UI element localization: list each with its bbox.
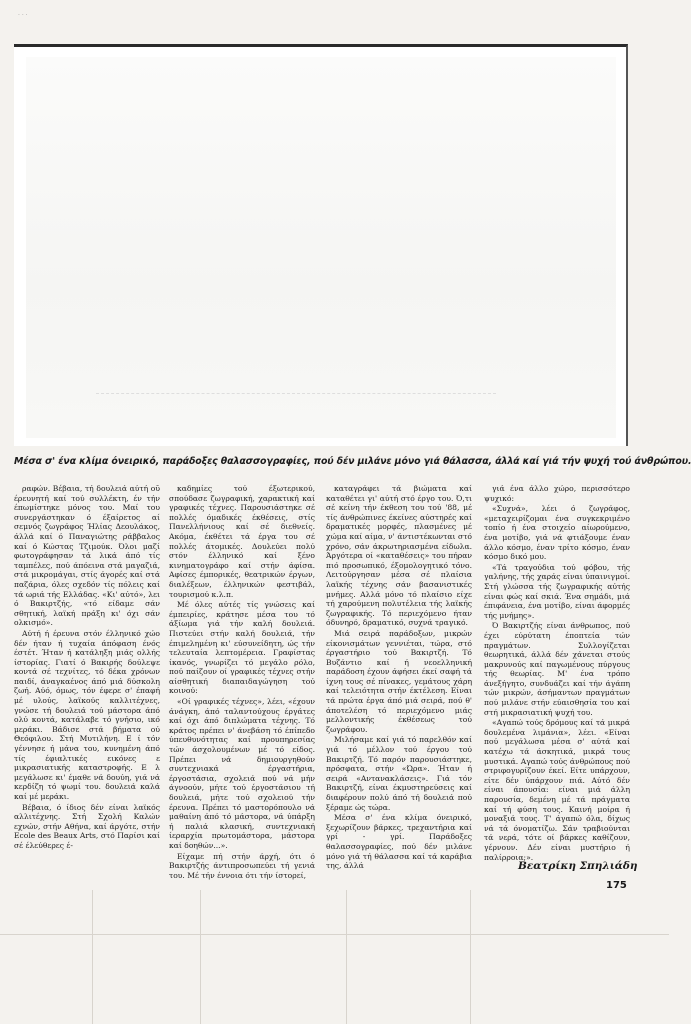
faint-horizon bbox=[96, 375, 496, 394]
paragraph: «Συχνά», λέει ό ζωγράφος, «μεταχειρίζομαι ένα συγκεκριμένο τοπίο ή ένα στοιχείο αίωρούμενο, ένα μοτίβο, γιά νά φτιάξουμε έναν άλλο κόσμο, έναν τρίτο κόσμο, έναν κόσμο δικό μου. bbox=[484, 504, 630, 562]
paper-fold-line bbox=[470, 890, 471, 1024]
paper-fold-line bbox=[92, 890, 93, 1024]
painting-photo bbox=[14, 44, 628, 446]
seascape-image bbox=[26, 57, 616, 438]
paragraph: Ό Βακιρτζής είναι άνθρωπος, πού έχει εύρύτατη έποπτεία τών πραγμάτων. Συλλογίζεται θεωρητικά, άλλά δέν χάνεται στούς μακρυνούς καί παγωμένους πύργους τής θεωρίας. Μ' ένα τρόπο άνεξήγητο, συνδυάζει καί τήν άγάπη τών μικρών, άσήμαντων πραγμάτων πού μιλάνε στήν εύαισθησία του καί στή μικρασιατική ψυχή του. bbox=[484, 621, 630, 717]
article-column-2 bbox=[169, 484, 315, 880]
paragraph: Αύτή ή έρευνα στόν έλληνικό χώο δέν ήταν ή τυχαία άπόφαση ένός έστέτ. Ήταν ή κατάληξη μιάς ολλής ίστορίας. Γιατί ό Βακιρής δούλεψε κοντά σέ τεχνίτες, τό δέκα χρόνων παιδί, άναγκαένος άπό μιά δύσκολη ζωή. Αύό, όμως, τόν έφερε σ' έπαφή μέ υλούς, λαϊκούς καλλιτέχνες, γνώσε τή δουλειά τού μάστορα άπό ολύ κοντά, κατάλαβε τό γνήσιο, ικό μεράκι. Βάδισε στά βήματα ού Θεόφιλου. Στή Μυτιλήνη. Ε ί τόν γέννησε ή μάνα του, κυνημένη άπό τίς έφιαλτικές εικόνες ε μικρασιατικής καταστροφής. Ε λ μεγάλωσε κι' έμαθε νά δουύη, γιά νά κερδίζη τό ψωμί του. δουλειά καλά καί μέ μεράκι. bbox=[14, 628, 160, 801]
paragraph: γιά ένα άλλο χώρο, περισσότερο ψυχικό: bbox=[484, 484, 630, 503]
paragraph: «Αγαπώ τούς δρόμους καί τά μικρά δουλεμένα λιμάνια», λέει. «Είναι πού μεγάλωσα μέσα σ' αύτά καί κατέχω τά άσκητικά, μικρά τους μυστικά. Αγαπώ τούς άνθρώπους πού στριφογυρίζουν έκεί. Είτε υπάρχουν, είτε δέν ύπάρχουν πιά. Αύτό δέν είναι άπουσία: είναι μιά άλλη παρουσία, δεμένη μέ τά πράγματα καί τή φύση τους. Καινή μοίρα ή μοναξιά τους. Τ' άγαπώ όλα, δίχως νά τά όνοματίζω. Σάν τραβιούνται τά νερά, τότε οί βάρκες καθίζουν, γέρνουν. Δέν είναι μυστήριο ή παλίρροια;». bbox=[484, 718, 630, 862]
photo-caption: Μέσα σ' ένα κλίμα όνειρικό, παράδοξες θαλασσογραφίες, πού δέν μιλάνε μόνο γιά θάλασσα, άλλά καί γιά τήν ψυχή τού άνθρώπου. bbox=[14, 456, 691, 467]
author-signature: Βεατρίκη Σπηλιάδη bbox=[518, 860, 638, 872]
paper-fold-line bbox=[0, 934, 669, 935]
article-column-4 bbox=[484, 484, 630, 864]
paragraph: Μιά σειρά παράδοξων, μικρών είκονισμάτων γεννιέται, τώρα, στό έργαστήριο τού Βακιρτζή. Τό Βυζάντιο καί ή νεοελληνική παράδοση έχουν άφήσει έκεί σαφή τά ίχνη τους σέ πίνακες, γεμάτους χάρη καί τελειότητα στήν έκτέλεση. Είναι τά πρώτα έργα άπό μιά σειρά, πού θ' άποτελέση τό περιεχόμενο μιάς μελλοντικής έκθέσεως τού ζωγράφου. bbox=[326, 628, 472, 734]
scan-edge-marks: · · · bbox=[18, 12, 28, 19]
paragraph: καδημίες τού έξωτερικού, σπούδασε ζωγραφική, χαρακτική καί γραφικές τέχνες. Παρουσιάστηκε σέ πολλές όμαδικές έκθέσεις, στίς Πανελλήνιους καί σέ διεθνείς. Ακόμα, έκθέτει τά έργα του σέ πολλές άτομικές. Δουλεύει πολύ στόν έλληνικό καί ξένο κινηματογράφο καί στήν άφίσα. Αφίσες έμπορικές, θεατρικών έργων, διαλέξεων, έλληνικών φεστιβάλ, τουρισμού κ.λ.π. bbox=[169, 484, 315, 599]
paragraph: «Τά τραγούδια τού φόβου, τής γαλήνης, τής χαράς είναι ύπαινιγμοί. Στή γλώσσα τής ζωγραφικής αύτής είναι φώς καί σκιά. Ένα σημάδι, μιά έπιφάνεια, ένα μοτίβο, είναι άφορμές τής μνήμης». bbox=[484, 562, 630, 620]
paragraph: Βέβαια, ό ίδιος δέν είναι λαϊκός αλλιτέχνης. Στή Σχολή Καλών εχνών, στήν Αθήνα, καί άργότε, στήν Ecole des Beaux Arts, στό Παρίσι καί σέ έλεύθερες έ- bbox=[14, 802, 160, 850]
paragraph: Μιλήσαμε καί γιά τό παρελθόν καί γιά τό μέλλον τού έργου τού Βακιρτζή. Τό παρόν παρουσιάστηκε, πρόσφατα, στήν «Ώρα». Ήταν ή σειρά «Αντανακλάσεις». Γιά τόν Βακιρτζή, είναι έκμυστηρεύσεις καί διαφέρουν πολύ άπό τή δουλειά πού ξέραμε ώς τώρα. bbox=[326, 735, 472, 812]
page-number: 175 bbox=[606, 880, 627, 891]
paper-fold-line bbox=[200, 890, 201, 1024]
paragraph: Μέ όλες αύτές τίς γνώσεις καί έμπειρίες, κράτησε μέσα του τό άξίωμα γιά τήν καλή δουλειά. Πιστεύει στήν καλή δουλειά, τήν έπιμελημένη κι' εύσυνείδητη, ώς τήν τελευταία λεπτομέρεια. Γραφίστας ίκανός, γνωρίζει τό μεγάλο ρόλο, πού παίζουν οί γραφικές τέχνες στήν αίσθητική διαπαιδαγώγηση τού κοινού: bbox=[169, 600, 315, 696]
paragraph: Είχαμε πή στήν άρχή, ότι ό Βακιρτζής άντιπροσωπεύει τή γενιά του. Μέ τήν έννοια ότι τήν ίστορεί, bbox=[169, 851, 315, 880]
paragraph: «Οί γραφικές τέχνες», λέει, «έχουν άνάγκη, άπό ταλαντούχους έργάτες καί όχι άπό διπλώματα τέχνης. Τό κράτος πρέπει ν' άνεβάση τό έπίπεδο ύπευθυνότητας καί προυπηρεσίας τών άσχολουμένων μέ τό είδος. Πρέπει νά δημιουργηθούν συντεχνιακά έργαστήρια, έργοστάσια, σχολειά πού νά μήν άγνοούν, μήτε τού έργοστάσιου τή δουλειά, μήτε τού σχολειού τήν έρευνα. Πρέπει τό μαστορόπουλο νά μαθαίνη άπό τό μάστορα, νά ύπάρξη ή παλιά κλασική, συντεχνιακή ίεραρχία πρωτομάστορα, μάστορα καί δοηθών...». bbox=[169, 697, 315, 850]
paragraph: Μέσα σ' ένα κλίμα όνειρικό, ξεχωρίζουν βάρκες, τρεχαντήρια καί γρί - γρί. Παράδοξες θαλασσογραφίες, πού δέν μιλάνε μόνο γιά τή θάλασσα καί τά καράβια της, άλλά bbox=[326, 813, 472, 871]
article-column-1 bbox=[14, 484, 160, 864]
article-column-3 bbox=[326, 484, 472, 871]
paragraph: καταγράφει τά βιώματα καί καταθέτει γι' αύτή στό έργο του. Ό,τι σέ κείνη τήν έκθεση του τού '88, μέ τίς άνθρώπινες έκείνες αύστηρές καί δραματικές μορφές, πλασμένες μέ χώμα καί αίμα, ν' άντιστέκωνται στό χρόνο, σάν άκρωτηριασμένα είδωλα. Άργότερα οί «καταθέσεις» του πήραν πιό προσωπικό, έξομολογητικό τόνο. Λειτούργησαν μέσα σέ πλαίσια λαϊκής τέχνης σάν βασανιστικές μνήμες. Αλλά μόνο τό πλαίσιο είχε τή χαρούμενη πολυτέλεια τής λαϊκής ζωγραφικής. Τό περιεχόμενο ήταν όδυνηρό, δραματικό, συχνά τραγικό. bbox=[326, 484, 472, 628]
paragraph: ραφών. Βέβαια, τή δουλειά αύτή οῦ έρευνητή καί τού συλλέκτη, έν τήν έπωμίστηκε μόνος του. Μαί του συνεργάστηκαν ό έξαίρετος αί σεμνός ζωγράφος Ήλίας Δεουλάκος, άλλά καί ό Παναγιώτης ράββαλος καί ό Κώστας Τζιμούκ. Όλοι μαζί φωτογράφησαν τά λικά άπό τίς ταμπέλες, πού άπόεινα στά μαγαζιά, στά μικρομάγαι, στίς άγορές καί στά παζάρια, όλες σχεδόν τίς πόλεις καί τά ωριά τής Ελλάδας. «Κι' αύτό», λει ό Βακιρτζής, «τό είδαμε σάν σθητική, λαϊκή πράξη κι' όχι σάν ολκισμό». bbox=[14, 484, 160, 628]
paper-fold-line bbox=[346, 890, 347, 1024]
